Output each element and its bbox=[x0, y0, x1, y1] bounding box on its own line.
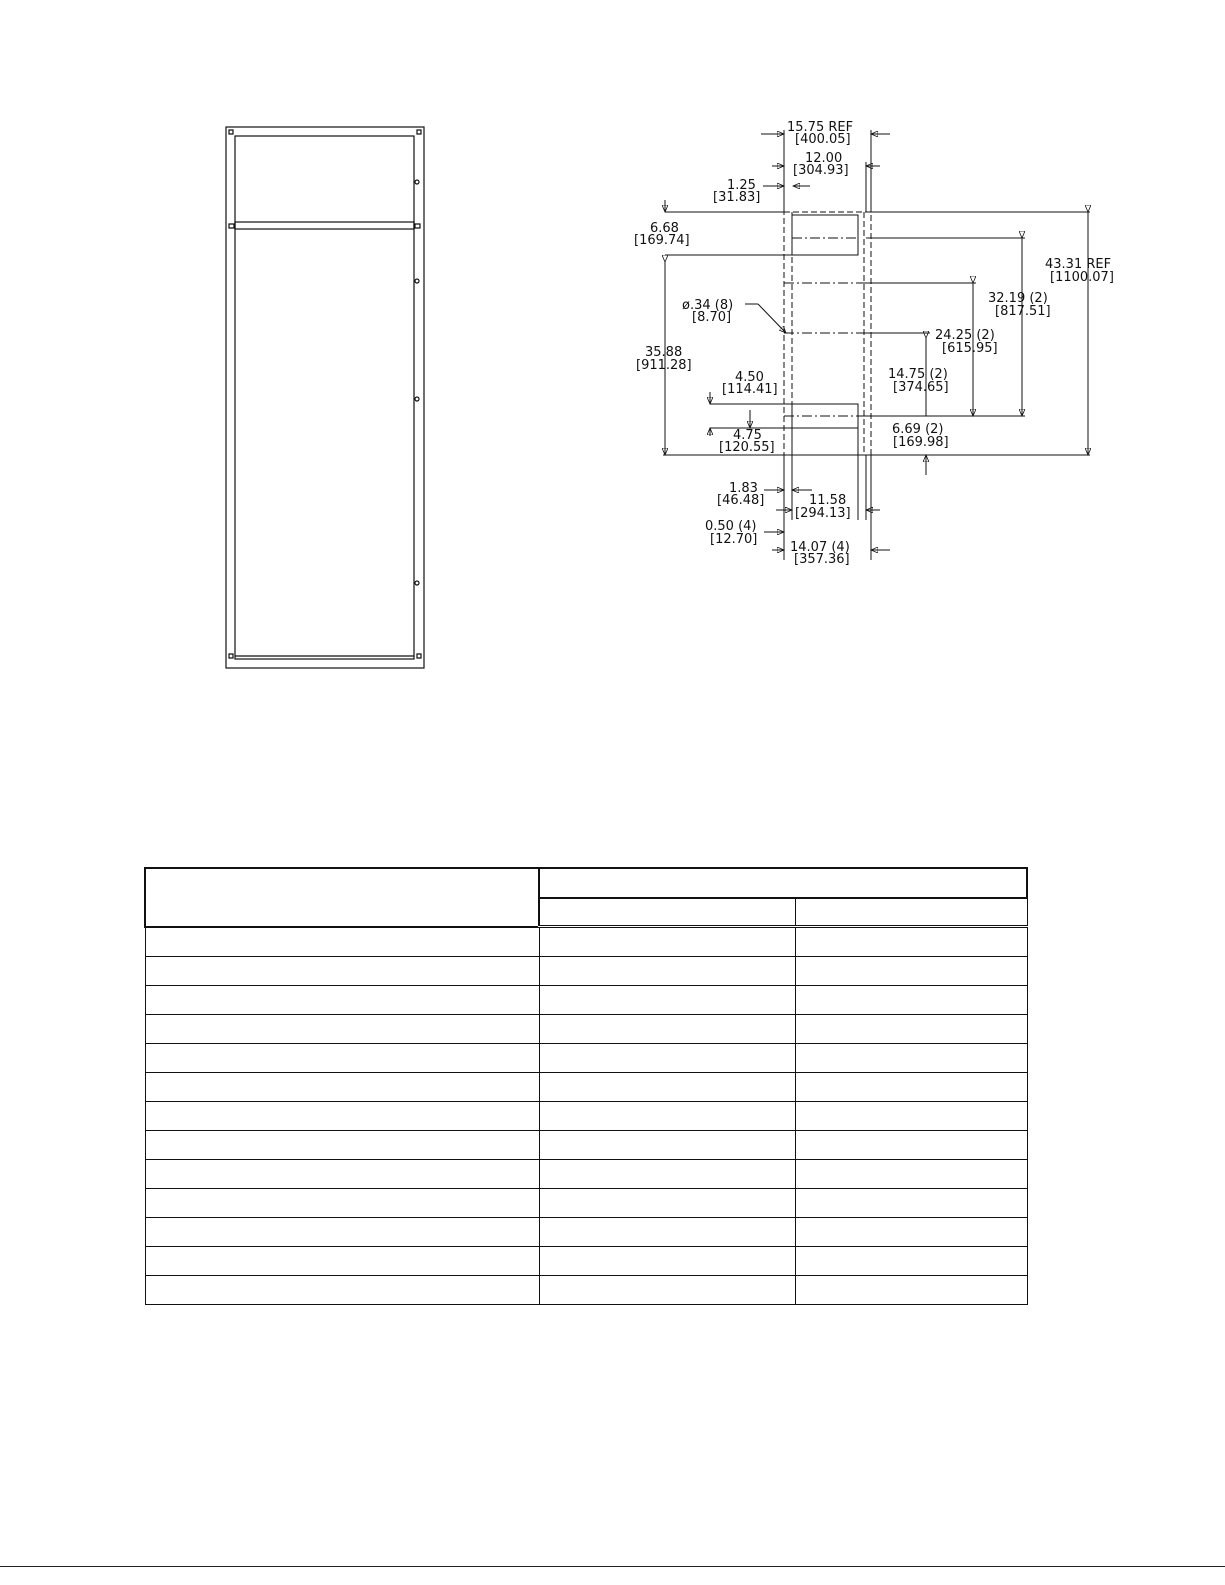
table-row bbox=[145, 986, 1027, 1015]
table-cell bbox=[539, 1102, 796, 1131]
dim-hole-span-lower-mm: [374.65] bbox=[893, 380, 949, 395]
mount-hole bbox=[415, 180, 419, 184]
table-subheader-cell bbox=[539, 898, 796, 927]
table-header-row bbox=[145, 868, 1027, 898]
dim-top-offset: 6.68 bbox=[650, 221, 679, 236]
table-row bbox=[145, 927, 1027, 957]
table-header-cell bbox=[539, 868, 1027, 898]
dim-left-height-mm: [911.28] bbox=[636, 358, 692, 373]
dim-flange: 0.50 (4) bbox=[705, 519, 757, 534]
table-cell bbox=[539, 1073, 796, 1102]
table-cell bbox=[145, 1160, 539, 1189]
table-cell bbox=[796, 1276, 1028, 1305]
table-cell bbox=[539, 1131, 796, 1160]
mount-hole bbox=[415, 581, 419, 585]
table-cell bbox=[796, 1247, 1028, 1276]
mount-hole bbox=[415, 397, 419, 401]
table-row bbox=[145, 1276, 1027, 1305]
table-cell bbox=[145, 1276, 539, 1305]
table-cell bbox=[145, 957, 539, 986]
dim-slot-x-mm: [46.48] bbox=[717, 493, 765, 508]
dim-slot-width-mm: [294.13] bbox=[795, 506, 851, 521]
dim-inner-width: 12.00 bbox=[805, 151, 843, 166]
table-cell bbox=[145, 1247, 539, 1276]
table-row bbox=[145, 1102, 1027, 1131]
table-cell bbox=[539, 957, 796, 986]
table-cell bbox=[145, 1131, 539, 1160]
spec-table bbox=[144, 867, 1028, 1305]
dim-base-width: 14.07 (4) bbox=[790, 540, 850, 555]
table-cell bbox=[145, 1189, 539, 1218]
dim-slot-x: 1.83 bbox=[729, 481, 758, 496]
table-cell bbox=[796, 1189, 1028, 1218]
table-cell bbox=[796, 1015, 1028, 1044]
table-cell bbox=[145, 1218, 539, 1247]
table-row bbox=[145, 1189, 1027, 1218]
table-cell bbox=[145, 1044, 539, 1073]
dim-top-offset-mm: [169.74] bbox=[634, 233, 690, 248]
table-row bbox=[145, 1247, 1027, 1276]
table-row bbox=[145, 1218, 1027, 1247]
table-subheader-cell bbox=[796, 898, 1028, 927]
table-cell bbox=[539, 1044, 796, 1073]
dim-hole-span-upper: 32.19 (2) bbox=[988, 291, 1048, 306]
dim-overall-width: 15.75 REF bbox=[787, 120, 854, 135]
cabinet-inner-frame bbox=[235, 136, 414, 659]
table-cell bbox=[145, 1073, 539, 1102]
dim-hole-span-upper-mm: [817.51] bbox=[995, 304, 1051, 319]
table-cell bbox=[539, 1247, 796, 1276]
dim-overall-height-mm: [1100.07] bbox=[1050, 270, 1114, 285]
dim-edge-offset-mm: [31.83] bbox=[713, 190, 761, 205]
dim-overall-height: 43.31 REF bbox=[1045, 257, 1112, 272]
dim-base-width-mm: [357.36] bbox=[794, 552, 850, 567]
dim-bottom-offset: 6.69 (2) bbox=[892, 422, 944, 437]
cabinet-top-rail bbox=[235, 222, 414, 229]
table-cell bbox=[539, 1189, 796, 1218]
dim-slot-offset-a: 4.50 bbox=[735, 370, 764, 385]
table-cell bbox=[796, 986, 1028, 1015]
dim-hole-diameter-mm: [8.70] bbox=[692, 310, 732, 325]
table-cell bbox=[796, 1102, 1028, 1131]
table-cell bbox=[145, 986, 539, 1015]
table-cell bbox=[796, 1073, 1028, 1102]
table-cell bbox=[539, 986, 796, 1015]
table-cell bbox=[796, 1131, 1028, 1160]
table-row bbox=[145, 1131, 1027, 1160]
cabinet-front-view bbox=[226, 127, 424, 668]
dim-hole-span-mid-mm: [615.95] bbox=[942, 341, 998, 356]
cabinet-outer-frame bbox=[226, 127, 424, 668]
dim-inner-width-mm: [304.93] bbox=[793, 163, 849, 178]
page-bottom-rule bbox=[0, 1566, 1225, 1567]
table-cell bbox=[539, 1218, 796, 1247]
table-cell bbox=[145, 927, 539, 957]
table-header-cell bbox=[145, 868, 539, 927]
table-row bbox=[145, 957, 1027, 986]
dim-hole-span-lower: 14.75 (2) bbox=[888, 367, 948, 382]
dim-slot-offset-b: 4.75 bbox=[733, 428, 762, 443]
dim-left-height: 35.88 bbox=[645, 345, 683, 360]
table-cell bbox=[539, 1015, 796, 1044]
table-row bbox=[145, 1015, 1027, 1044]
table-cell bbox=[145, 1015, 539, 1044]
table-cell bbox=[539, 927, 796, 957]
dim-slot-offset-b-mm: [120.55] bbox=[719, 440, 775, 455]
table-cell bbox=[796, 1218, 1028, 1247]
table-row bbox=[145, 1073, 1027, 1102]
table-cell bbox=[796, 1044, 1028, 1073]
dim-bottom-offset-mm: [169.98] bbox=[893, 435, 949, 450]
table-cell bbox=[796, 957, 1028, 986]
table-row bbox=[145, 1160, 1027, 1189]
dim-slot-offset-a-mm: [114.41] bbox=[722, 382, 778, 397]
table-row bbox=[145, 1044, 1027, 1073]
dim-edge-offset: 1.25 bbox=[727, 178, 756, 193]
dim-hole-diameter: ø.34 (8) bbox=[682, 298, 734, 313]
mount-hole bbox=[415, 279, 419, 283]
table-cell bbox=[796, 927, 1028, 957]
dim-overall-width-mm: [400.05] bbox=[795, 132, 851, 147]
dim-hole-span-mid: 24.25 (2) bbox=[935, 328, 995, 343]
table-cell bbox=[796, 1160, 1028, 1189]
table-cell bbox=[539, 1276, 796, 1305]
dim-slot-width: 11.58 bbox=[809, 493, 847, 508]
table-cell bbox=[145, 1102, 539, 1131]
table-cell bbox=[539, 1160, 796, 1189]
upper-slot bbox=[792, 215, 858, 255]
dim-flange-mm: [12.70] bbox=[710, 532, 758, 547]
